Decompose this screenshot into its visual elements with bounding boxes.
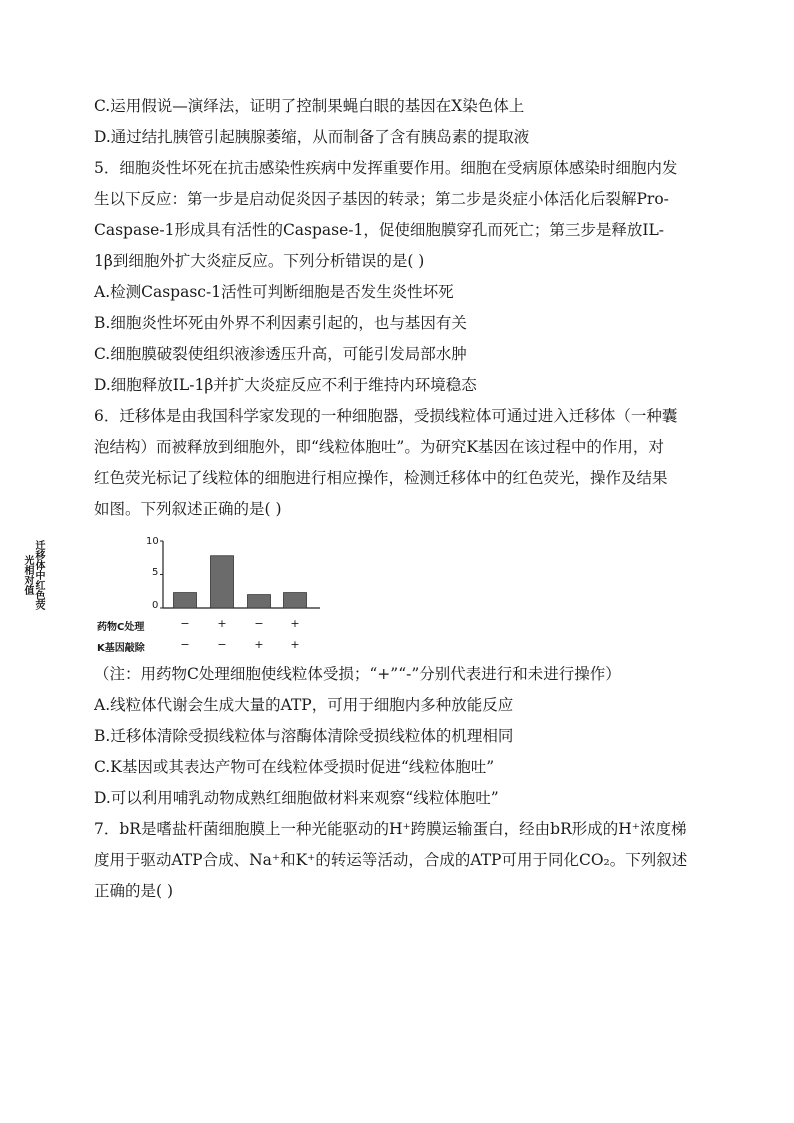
line-option-d-q4: D.通过结扎胰管引起胰腺萎缩，从而制备了含有胰岛素的提取液 — [94, 128, 530, 146]
bar-1 — [174, 593, 197, 608]
bar-3 — [248, 595, 271, 608]
line-option-c-q4: C.运用假说—演绎法，证明了控制果蝇白眼的基因在X染色体上 — [94, 97, 525, 115]
chart-y-axis-label: 迁移体中红色荧光相对值 — [22, 540, 44, 610]
y-tick-label: 5 — [152, 567, 159, 578]
line-q5-option-b: B.细胞炎性坏死由外界不利因素引起的，也与基因有关 — [94, 314, 467, 332]
k-knockout-symbol: + — [254, 638, 264, 651]
y-tick-label: 10 — [146, 536, 159, 547]
line-q6-stem-3: 红色荧光标记了线粒体的细胞进行相应操作，检测迁移体中的红色荧光，操作及结果 — [94, 469, 668, 487]
line-q5-stem-1: 5．细胞炎性坏死在抗击感染性疾病中发挥重要作用。细胞在受病原体感染时细胞内发 — [94, 159, 678, 177]
line-q7-stem-1: 7．bR是嗜盐杆菌细胞膜上一种光能驱动的H⁺跨膜运输蛋白，经由bR形成的H⁺浓度梯 — [94, 820, 687, 838]
k-knockout-symbol: + — [290, 638, 300, 651]
line-q6-option-b: B.迁移体清除受损线粒体与溶酶体清除受损线粒体的机理相同 — [94, 727, 514, 745]
line-q5-stem-4: 1β到细胞外扩大炎症反应。下列分析错误的是( ) — [94, 252, 425, 270]
line-q6-note: （注：用药物C处理细胞使线粒体受损；“+”“-”分别代表进行和未进行操作） — [94, 665, 621, 683]
line-q6-option-c: C.K基因或其表达产物可在线粒体受损时促进“线粒体胞吐” — [94, 758, 495, 776]
y-tick-label: 0 — [152, 600, 159, 611]
drug-c-symbol: − — [254, 617, 264, 630]
line-q6-stem-4: 如图。下列叙述正确的是( ) — [94, 500, 282, 518]
line-q5-option-c: C.细胞膜破裂使组织液渗透压升高，可能引发局部水肿 — [94, 345, 467, 363]
drug-c-symbol: + — [290, 617, 300, 630]
bar-2 — [211, 556, 234, 608]
row-label-k-knockout: K基因敲除 — [97, 643, 145, 654]
drug-c-symbol: − — [180, 617, 190, 630]
line-q5-stem-3: Caspase-1形成具有活性的Caspase-1，促使细胞膜穿孔而死亡；第三步是释放IL- — [94, 221, 665, 239]
line-q5-stem-2: 生以下反应：第一步是启动促炎因子基因的转录；第二步是炎症小体活化后裂解Pro- — [94, 190, 669, 208]
line-q6-option-d: D.可以利用哺乳动物成熟红细胞做材料来观察“线粒体胞吐” — [94, 789, 499, 807]
row-label-drug-c: 药物C处理 — [97, 622, 145, 633]
k-knockout-symbol: − — [217, 638, 227, 651]
line-q6-stem-2: 泡结构）而被释放到细胞外，即“线粒体胞吐”。为研究K基因在该过程中的作用，对 — [94, 438, 664, 456]
line-q6-stem-1: 6．迁移体是由我国科学家发现的一种细胞器，受损线粒体可通过进入迁移体（一种囊 — [94, 407, 678, 425]
bar-4 — [284, 593, 307, 608]
line-q7-stem-3: 正确的是( ) — [94, 882, 174, 900]
line-q5-option-d: D.细胞释放IL-1β并扩大炎症反应不利于维持内环境稳态 — [94, 376, 477, 394]
line-q5-option-a: A.检测Caspasc-1活性可判断细胞是否发生炎性坏死 — [94, 283, 454, 301]
line-q6-option-a: A.线粒体代谢会生成大量的ATP，可用于细胞内多种放能反应 — [94, 696, 514, 714]
drug-c-symbol: + — [217, 617, 227, 630]
line-q7-stem-2: 度用于驱动ATP合成、Na⁺和K⁺的转运等活动，合成的ATP可用于同化CO₂。下列叙述 — [94, 851, 688, 869]
k-knockout-symbol: − — [180, 638, 190, 651]
